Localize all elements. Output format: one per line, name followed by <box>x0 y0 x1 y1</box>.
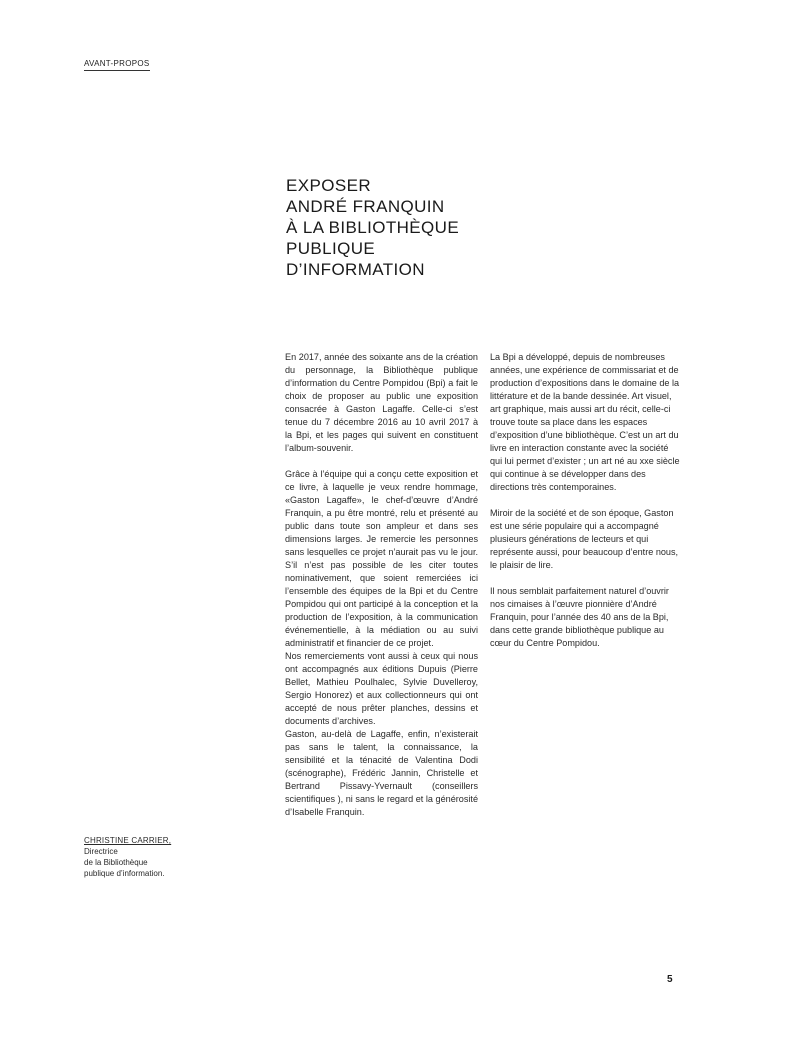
section-label: AVANT-PROPOS <box>84 59 150 71</box>
body-paragraph: La Bpi a développé, depuis de nombreuses années, une expérience de commissariat et de production d’expositions dans le domaine de la littérature et de la bande dessinée. Art visuel, art graphique, mais aussi art du récit, celle-ci trouve toute sa place dans les espaces d’exposition d’une bibliothèque. C’est un art du livre en interaction constante avec la société qui lui permet d’exister ; un art né au xxe siècle qui continue à se développer dans des directions très contemporaines. <box>490 352 680 492</box>
author-role-line: publique d’information. <box>84 869 165 878</box>
author-name: CHRISTINE CARRIER, <box>84 836 172 845</box>
page-title <box>286 175 546 280</box>
title-line: À LA BIBLIOTHÈQUE <box>286 218 460 237</box>
title-line: PUBLIQUE <box>286 239 376 258</box>
body-right-column <box>490 351 681 663</box>
author-role-line: de la Bibliothèque <box>84 858 148 867</box>
body-paragraph: Gaston, au-delà de Lagaffe, enfin, n’existerait pas sans le talent, la connaissance, la sensibilité et la ténacité de Valentina Dodi (scénographe), Frédéric Jannin, Christelle et Bertrand Pissavy-Yvernault (conseillers scientifiques ), ni sans le regard et la générosité d’Isabelle Franquin. <box>285 729 478 817</box>
body-paragraph: Nos remerciements vont aussi à ceux qui nous ont accompagnés aux éditions Dupuis (Pierre Bellet, Mathieu Poulhalec, Sylvie Duvelleroy, Sergio Honorez) et aux collectionneurs qui ont accepté de nous prêter planches, dessins et documents d’archives. <box>285 651 478 726</box>
body-paragraph: Il nous semblait parfaitement naturel d’ouvrir nos cimaises à l’œuvre pionnière d’André Franquin, pour l’année des 40 ans de la Bpi, dans cette grande bibliothèque publique au cœur du Centre Pompidou. <box>490 586 669 648</box>
body-paragraph: En 2017, année des soixante ans de la création du personnage, la Bibliothèque publique d’information du Centre Pompidou (Bpi) a fait le choix de proposer au public une exposition consacrée à Gaston Lagaffe. Celle-ci s’est tenue du 7 décembre 2016 au 10 avril 2017 à la Bpi, et les pages qui suivent en constituent l’album-souvenir. <box>285 352 478 453</box>
body-paragraph: Miroir de la société et de son époque, Gaston est une série populaire qui a accompagné plusieurs générations de lecteurs et qui représente aussi, pour beaucoup d’entre nous, le plaisir de lire. <box>490 508 679 570</box>
title-line: ANDRÉ FRANQUIN <box>286 197 445 216</box>
author-signature <box>84 835 224 879</box>
body-left-column <box>285 351 478 819</box>
title-line: EXPOSER <box>286 176 371 195</box>
page-number: 5 <box>667 974 673 985</box>
title-line: D’INFORMATION <box>286 260 425 279</box>
body-paragraph: Grâce à l’équipe qui a conçu cette exposition et ce livre, à laquelle je veux rendre hommage, «Gaston Lagaffe», le chef-d’œuvre d’André Franquin, a pu être montré, relu et présenté au public dans toute son ampleur et dans ses dimensions larges. Je remercie les personnes sans lesquelles ce projet n’aurait pas vu le jour. S’il n’est pas possible de les citer toutes nominativement, que soient remerciées ici l’ensemble des équipes de la Bpi et du Centre Pompidou qui ont participé à la conception et la production de l’exposition, à la communication événementielle, à la médiation ou au suivi administratif et financier de ce projet. <box>285 469 478 648</box>
author-role-line: Directrice <box>84 847 118 856</box>
